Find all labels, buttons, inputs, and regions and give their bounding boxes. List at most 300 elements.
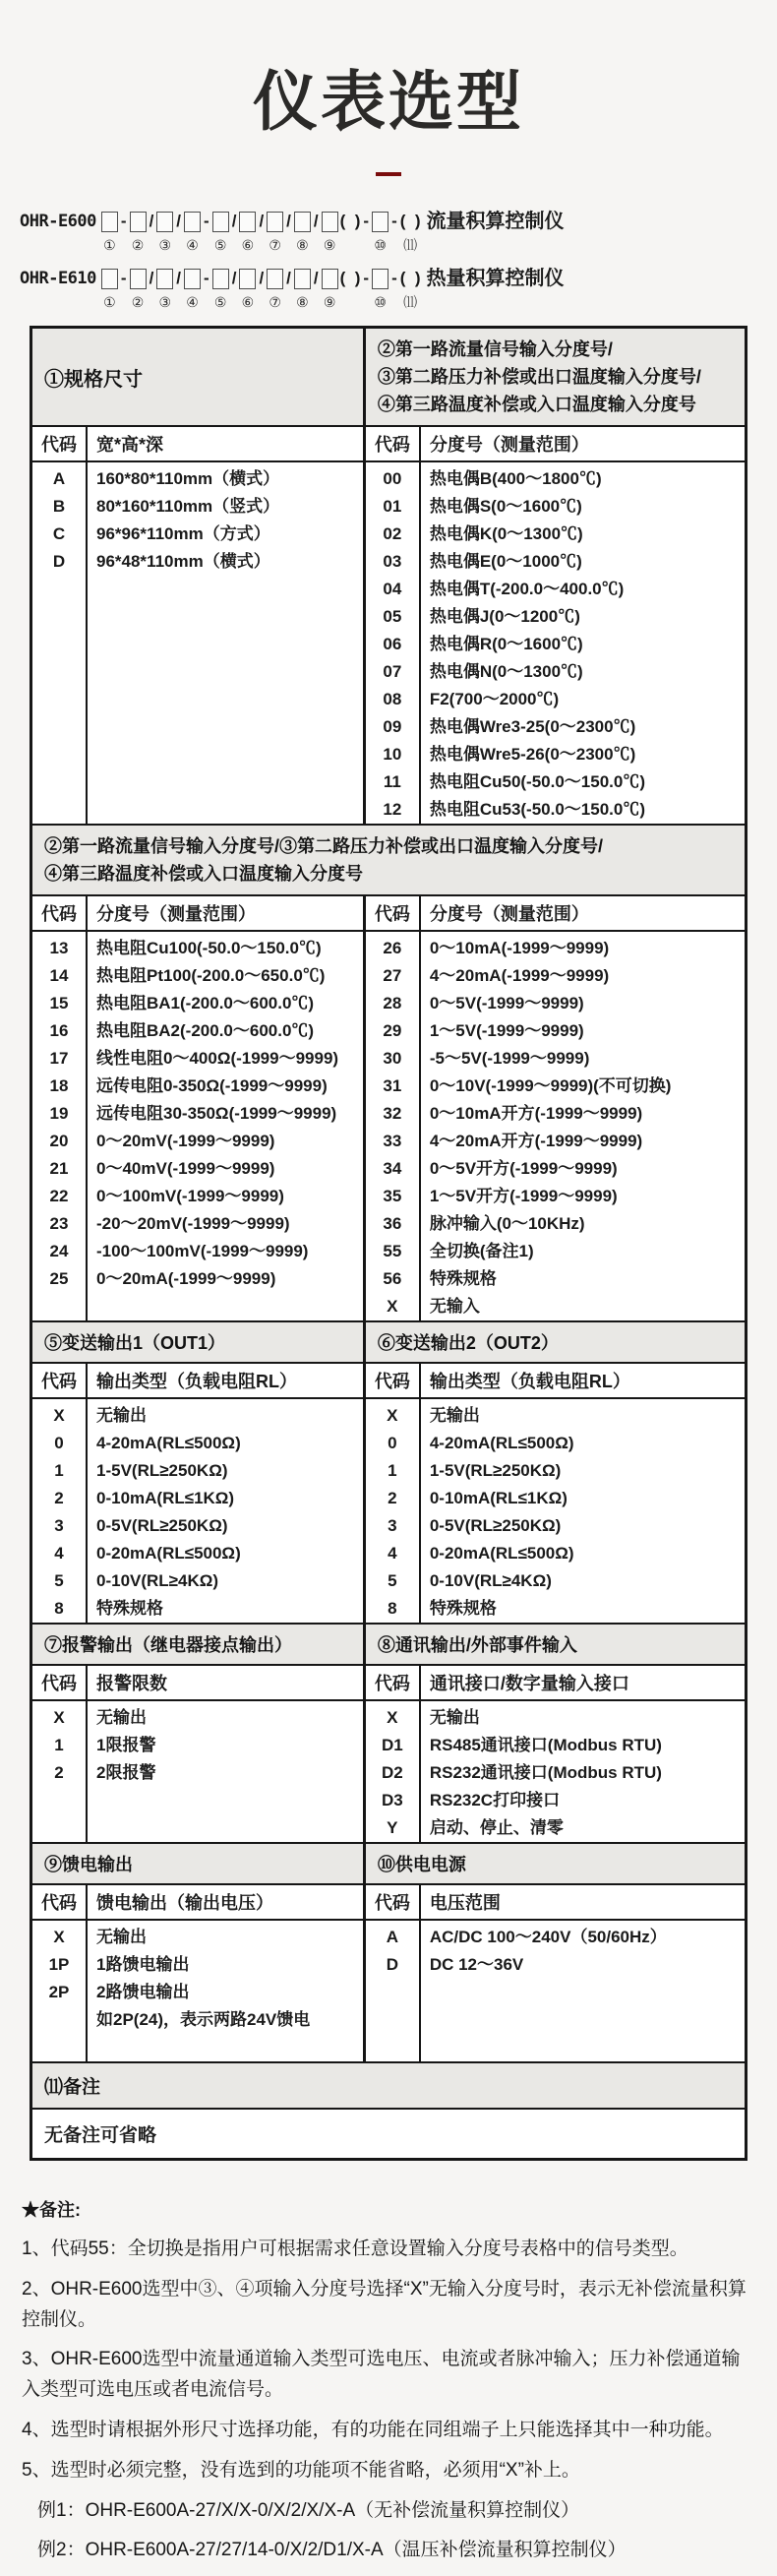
label-cell: 0～40mV(-1999～9999) xyxy=(96,1159,275,1178)
model-segment xyxy=(120,210,128,253)
label-cell: 0～5V(-1999～9999) xyxy=(429,994,584,1012)
label-cell: 2路馈电输出 xyxy=(96,1983,190,2001)
code-cell: 55 xyxy=(383,1242,402,1260)
label-cell: 启动、停止、清零 xyxy=(429,1818,564,1837)
model-description: 热量积算控制仪 xyxy=(426,268,565,289)
column-headers xyxy=(366,1364,745,1399)
code-cell: 11 xyxy=(383,772,401,791)
separator xyxy=(203,210,210,233)
position-number: ③ xyxy=(158,237,172,253)
separator-glyph: / xyxy=(176,212,182,230)
code-column xyxy=(366,1399,421,1623)
header-line: ③第二路压力补偿或出口温度输入分度号/ xyxy=(377,367,701,387)
model-segment xyxy=(130,267,147,310)
table-half xyxy=(366,427,745,824)
option-box xyxy=(294,210,311,233)
column-headers xyxy=(32,1666,363,1701)
label-cell: 96*48*110mm（横式） xyxy=(96,552,270,571)
model-segment xyxy=(340,267,361,310)
code-cell: 19 xyxy=(49,1104,69,1123)
option-box-glyph xyxy=(294,269,311,289)
position-number: ① xyxy=(103,294,116,310)
model-segment xyxy=(120,267,128,310)
label-column xyxy=(421,465,745,824)
table-half xyxy=(366,1364,745,1623)
code-cell: 2P xyxy=(48,1983,70,2001)
model-line xyxy=(20,267,777,310)
model-segment xyxy=(400,210,421,253)
model-segment xyxy=(212,267,229,310)
label-column-header: 报警限数 xyxy=(96,1674,167,1693)
option-box xyxy=(239,267,256,290)
option-box xyxy=(267,267,283,290)
option-box-glyph xyxy=(101,212,118,232)
model-segment xyxy=(390,267,398,310)
option-box-glyph xyxy=(156,269,173,289)
label-cell: 无输出 xyxy=(96,1928,147,1946)
label-column-header: 分度号（测量范围） xyxy=(96,904,256,924)
model-segment xyxy=(231,210,238,253)
code-cell: 03 xyxy=(383,552,402,571)
section-body xyxy=(32,1666,745,1844)
code-column-header: 代码 xyxy=(32,1885,88,1919)
label-column xyxy=(421,1924,745,2061)
code-cell: 26 xyxy=(383,939,402,957)
position-number: ④ xyxy=(186,237,199,253)
left-section-title: ⑦报警输出（继电器接点输出） xyxy=(32,1625,366,1664)
code-cell: 4 xyxy=(54,1544,64,1563)
code-cell: 30 xyxy=(383,1049,402,1068)
code-cell: 5 xyxy=(54,1571,64,1590)
code-cell: 0 xyxy=(388,1434,397,1452)
label-column-header: 分度号（测量范围） xyxy=(429,435,589,455)
model-segment xyxy=(258,210,265,253)
code-cell: 04 xyxy=(383,580,402,598)
remark-header: ⑾备注 xyxy=(32,2063,745,2110)
half-body xyxy=(366,1701,745,1842)
section-body xyxy=(32,1364,745,1625)
table-half xyxy=(32,427,366,824)
code-cell: 4 xyxy=(388,1544,397,1563)
half-body xyxy=(32,1921,363,2061)
model-segment xyxy=(285,210,292,253)
note-item: 1、代码55：全切换是指用户可根据需求任意设置输入分度号表格中的信号类型。 xyxy=(22,2239,688,2260)
separator xyxy=(149,267,155,290)
code-cell: A xyxy=(386,1928,398,1946)
separator-glyph: ( ) xyxy=(399,269,421,287)
option-box xyxy=(267,210,283,233)
separator-glyph: / xyxy=(286,269,291,287)
section-header xyxy=(32,329,745,427)
label-column xyxy=(88,1924,363,2061)
separator xyxy=(149,210,155,233)
position-number: ② xyxy=(131,237,145,253)
code-cell: X xyxy=(387,1297,398,1316)
code-cell: 07 xyxy=(383,662,402,681)
model-segment xyxy=(258,267,265,310)
code-cell: B xyxy=(52,497,66,516)
section-header xyxy=(32,826,745,896)
code-column xyxy=(32,1399,88,1623)
model-segment xyxy=(149,210,155,253)
model-segment xyxy=(294,210,311,253)
right-section-title: ⑩供电电源 xyxy=(377,1855,466,1874)
separator xyxy=(285,267,292,290)
label-column-header: 输出类型（负载电阻RL） xyxy=(96,1372,297,1391)
separator xyxy=(340,267,361,290)
label-cell: 0-10V(RL≥4KΩ) xyxy=(96,1571,219,1590)
separator-glyph: / xyxy=(176,269,182,287)
position-number: ⑩ xyxy=(374,294,387,310)
label-cell: 0-20mA(RL≤500Ω) xyxy=(429,1544,574,1563)
separator-glyph: - xyxy=(391,212,397,230)
label-column xyxy=(421,935,745,1320)
model-segment xyxy=(267,267,283,310)
code-cell: D xyxy=(386,1955,398,1974)
label-cell: 0-10mA(RL≤1KΩ) xyxy=(96,1489,235,1507)
separator-glyph: / xyxy=(313,212,319,230)
section-header xyxy=(32,1322,745,1364)
code-cell: 17 xyxy=(49,1049,69,1068)
option-box xyxy=(101,267,118,290)
separator-glyph: ( ) xyxy=(399,212,421,230)
code-cell: D1 xyxy=(381,1736,403,1754)
label-cell: 无输出 xyxy=(96,1406,147,1425)
code-column-header: 代码 xyxy=(366,1364,421,1397)
position-number: ⑧ xyxy=(296,294,309,310)
separator xyxy=(390,267,398,290)
code-cell: 06 xyxy=(383,635,402,653)
option-box-glyph xyxy=(267,212,283,232)
model-segment xyxy=(175,267,182,310)
model-name: OHR-E610 xyxy=(20,269,96,288)
code-cell: 28 xyxy=(383,994,402,1012)
code-cell: 12 xyxy=(383,800,402,819)
option-box-glyph xyxy=(184,212,201,232)
separator-glyph: - xyxy=(120,269,127,287)
code-cell: 20 xyxy=(49,1132,69,1150)
label-column-header: 通讯接口/数字量输入接口 xyxy=(429,1674,629,1693)
code-cell: 14 xyxy=(49,966,69,985)
label-column xyxy=(421,1402,745,1623)
position-number: ⑾ xyxy=(403,237,418,253)
option-box xyxy=(184,267,201,290)
label-cell: 无输出 xyxy=(96,1708,147,1727)
position-number: ⑩ xyxy=(374,237,387,253)
half-body xyxy=(32,932,363,1320)
half-body xyxy=(366,932,745,1320)
code-cell: 8 xyxy=(54,1599,64,1618)
code-cell: 00 xyxy=(383,469,402,488)
position-number: ⑨ xyxy=(323,294,336,310)
header-input-signals xyxy=(366,329,745,425)
code-column-header: 代码 xyxy=(32,896,88,930)
right-section-title: ⑥变送输出2（OUT2） xyxy=(377,1333,559,1353)
separator-glyph: / xyxy=(259,212,265,230)
label-cell: 4-20mA(RL≤500Ω) xyxy=(429,1434,574,1452)
code-cell: 31 xyxy=(383,1076,402,1095)
label-cell: -20～20mV(-1999～9999) xyxy=(96,1214,290,1233)
option-box xyxy=(130,267,147,290)
label-column-header: 馈电输出（输出电压） xyxy=(96,1893,273,1913)
note-item: 3、OHR-E600选型中流量通道输入类型可选电压、电流或者脉冲输入；压力补偿通道输入类型可选电压或者电流信号。 xyxy=(22,2349,741,2401)
option-box xyxy=(372,267,388,290)
remark-row: 无备注可省略 xyxy=(44,2125,157,2146)
label-cell: RS485通讯接口(Modbus RTU) xyxy=(429,1736,662,1754)
code-cell: 21 xyxy=(49,1159,69,1178)
separator xyxy=(231,267,238,290)
model-segment xyxy=(400,267,421,310)
label-cell: 160*80*110mm（横式） xyxy=(96,469,280,488)
code-cell: 36 xyxy=(383,1214,402,1233)
option-box xyxy=(130,210,147,233)
label-cell: 热电偶B(400～1800℃) xyxy=(429,469,602,488)
code-cell: A xyxy=(52,469,66,488)
column-headers xyxy=(32,896,363,932)
label-cell: 0～20mA(-1999～9999) xyxy=(96,1269,276,1288)
notes-items xyxy=(22,2235,753,2566)
separator xyxy=(175,210,182,233)
label-cell: DC 12～36V xyxy=(429,1955,524,1974)
code-cell: 23 xyxy=(49,1214,69,1233)
section-body xyxy=(32,1885,745,2063)
model-segment xyxy=(313,267,320,310)
option-box-glyph xyxy=(212,212,229,232)
code-cell: 01 xyxy=(383,497,402,516)
separator xyxy=(175,267,182,290)
option-box-glyph xyxy=(372,212,388,232)
code-cell: 09 xyxy=(383,717,402,736)
option-box xyxy=(212,210,229,233)
label-cell: 特殊规格 xyxy=(96,1599,163,1618)
option-box xyxy=(294,267,311,290)
code-cell: 16 xyxy=(49,1021,69,1040)
code-cell: 10 xyxy=(383,745,402,764)
separator-glyph: - xyxy=(204,269,209,287)
model-segment xyxy=(184,267,201,310)
label-cell: 0～20mV(-1999～9999) xyxy=(96,1132,275,1150)
header-line: ②第一路流量信号输入分度号/③第二路压力补偿或出口温度输入分度号/ xyxy=(44,836,603,856)
model-segment xyxy=(267,210,283,253)
label-cell: 热电偶Wre3-25(0～2300℃) xyxy=(429,717,636,736)
separator-glyph: - xyxy=(120,212,127,230)
option-box xyxy=(372,210,388,233)
note-example: 例1：OHR-E600A-27/X/X-0/X/2/X/X-A（无补偿流量积算控制仪） xyxy=(37,2499,580,2521)
separator-glyph: - xyxy=(363,212,370,230)
position-number: ⑥ xyxy=(241,237,255,253)
position-number: ⑤ xyxy=(213,294,227,310)
position-number: ⑧ xyxy=(296,237,309,253)
code-column xyxy=(32,932,88,1320)
option-box-glyph xyxy=(156,212,173,232)
selection-table xyxy=(30,326,747,2161)
label-cell: -100～100mV(-1999～9999) xyxy=(96,1242,309,1260)
column-headers xyxy=(32,427,363,462)
model-segment xyxy=(101,210,118,253)
section-header xyxy=(32,1844,745,1885)
code-column-header: 代码 xyxy=(366,1885,421,1919)
position-number: ⑥ xyxy=(241,294,255,310)
separator xyxy=(313,210,320,233)
option-box xyxy=(156,267,173,290)
table-half xyxy=(32,896,366,1320)
option-box-glyph xyxy=(322,269,338,289)
code-column-header: 代码 xyxy=(32,427,88,460)
half-body xyxy=(32,462,363,824)
separator xyxy=(258,210,265,233)
separator-glyph: / xyxy=(231,212,237,230)
label-cell: F2(700～2000℃) xyxy=(429,690,560,708)
model-name: OHR-E600 xyxy=(20,212,96,231)
separator xyxy=(340,210,361,233)
separator-glyph: / xyxy=(313,269,319,287)
model-segment xyxy=(101,267,118,310)
model-segment xyxy=(239,267,256,310)
label-cell: 96*96*110mm（方式） xyxy=(96,524,270,543)
label-cell: 1～5V(-1999～9999) xyxy=(429,1021,584,1040)
code-column xyxy=(32,1921,88,2061)
separator-glyph: - xyxy=(391,269,397,287)
code-cell: 08 xyxy=(383,690,402,708)
code-column xyxy=(366,462,421,824)
option-box xyxy=(101,210,118,233)
position-number: ⑦ xyxy=(269,294,281,310)
column-headers xyxy=(366,1885,745,1921)
option-box-glyph xyxy=(267,269,283,289)
label-cell: 0～10V(-1999～9999)(不可切换) xyxy=(429,1076,672,1095)
code-cell: 32 xyxy=(383,1104,402,1123)
code-cell: X xyxy=(53,1708,65,1727)
code-cell: 25 xyxy=(49,1269,69,1288)
separator xyxy=(400,267,421,290)
header-line: ④第三路温度补偿或入口温度输入分度号 xyxy=(44,864,363,884)
code-cell: 02 xyxy=(383,524,402,543)
label-cell: RS232通讯接口(Modbus RTU) xyxy=(429,1763,662,1782)
model-segment xyxy=(156,267,173,310)
page-title: 仪表选型 xyxy=(253,65,524,138)
model-segment xyxy=(203,210,210,253)
label-cell: 1限报警 xyxy=(96,1736,156,1754)
separator xyxy=(362,210,370,233)
code-cell: 3 xyxy=(54,1516,64,1535)
separator-glyph: / xyxy=(149,269,154,287)
notes-section xyxy=(22,2196,753,2566)
model-segment xyxy=(362,210,370,253)
code-column-header: 代码 xyxy=(366,1666,421,1699)
model-segment xyxy=(372,210,388,253)
header-spec-size: ①规格尺寸 xyxy=(32,329,366,425)
table-half xyxy=(366,896,745,1320)
code-cell: D xyxy=(52,552,66,571)
label-cell: 4-20mA(RL≤500Ω) xyxy=(96,1434,241,1452)
separator-glyph: ( ) xyxy=(339,269,361,287)
label-cell: 全切换(备注1) xyxy=(429,1242,534,1260)
label-cell: 热电偶E(0～1000℃) xyxy=(429,552,582,571)
separator xyxy=(362,267,370,290)
option-box xyxy=(322,210,338,233)
label-column-header: 宽*高*深 xyxy=(96,435,164,455)
label-cell: 无输出 xyxy=(429,1708,480,1727)
code-cell: 3 xyxy=(388,1516,397,1535)
label-cell: 1～5V开方(-1999～9999) xyxy=(429,1187,618,1205)
label-column xyxy=(421,1704,745,1842)
model-segment xyxy=(239,210,256,253)
label-cell: RS232C打印接口 xyxy=(429,1791,561,1809)
code-cell: X xyxy=(53,1406,65,1425)
label-cell: 热电阻Cu100(-50.0～150.0℃) xyxy=(96,939,322,957)
model-line xyxy=(20,210,777,253)
code-column-header: 代码 xyxy=(366,896,421,930)
option-box-glyph xyxy=(130,212,147,232)
column-headers xyxy=(366,1666,745,1701)
code-column-header: 代码 xyxy=(366,427,421,460)
separator xyxy=(313,267,320,290)
model-segment xyxy=(149,267,155,310)
option-box xyxy=(322,267,338,290)
table-half xyxy=(366,1666,745,1842)
column-headers xyxy=(32,1364,363,1399)
label-cell: 热电阻Pt100(-200.0～650.0℃) xyxy=(96,966,326,985)
label-cell xyxy=(88,2034,363,2061)
half-body xyxy=(366,462,745,824)
separator xyxy=(120,267,128,290)
separator-glyph: / xyxy=(231,269,237,287)
table-half xyxy=(32,1364,366,1623)
option-box-glyph xyxy=(184,269,201,289)
code-cell: 05 xyxy=(383,607,402,626)
label-cell: 热电阻Cu50(-50.0～150.0℃) xyxy=(429,772,646,791)
code-cell: 35 xyxy=(383,1187,402,1205)
separator xyxy=(258,267,265,290)
option-box-glyph xyxy=(101,269,118,289)
label-cell: 远传电阻0-350Ω(-1999～9999) xyxy=(96,1076,328,1095)
label-cell: 0～10mA开方(-1999～9999) xyxy=(429,1104,643,1123)
label-column-header: 电压范围 xyxy=(429,1893,501,1913)
separator-glyph: / xyxy=(286,212,291,230)
separator-glyph: ( ) xyxy=(339,212,361,230)
right-section-title: ⑧通讯输出/外部事件输入 xyxy=(377,1635,577,1655)
column-headers xyxy=(366,896,745,932)
model-segment xyxy=(362,267,370,310)
note-example: 例2：OHR-E600A-27/27/14-0/X/2/D1/X-A（温压补偿流量积算控制仪） xyxy=(37,2540,627,2561)
label-cell: 远传电阻30-350Ω(-1999～9999) xyxy=(96,1104,337,1123)
code-cell: 22 xyxy=(49,1187,69,1205)
half-body xyxy=(32,1399,363,1623)
position-number: ⑦ xyxy=(269,237,281,253)
option-box-glyph xyxy=(239,269,256,289)
code-cell: X xyxy=(387,1708,398,1727)
table-half xyxy=(366,1885,745,2061)
label-cell: 热电偶Wre5-26(0～2300℃) xyxy=(429,745,636,764)
half-body xyxy=(366,1399,745,1623)
label-column xyxy=(88,935,363,1320)
code-cell: 27 xyxy=(383,966,402,985)
model-segment xyxy=(212,210,229,253)
label-cell: 0～5V开方(-1999～9999) xyxy=(429,1159,618,1178)
separator-glyph: / xyxy=(259,269,265,287)
separator xyxy=(120,210,128,233)
code-cell: 29 xyxy=(383,1021,402,1040)
header-line: ②第一路流量信号输入分度号/ xyxy=(377,339,613,359)
left-section-title: ⑤变送输出1（OUT1） xyxy=(32,1322,366,1362)
label-cell: 脉冲输入(0～10KHz) xyxy=(429,1214,585,1233)
label-cell: 4～20mA(-1999～9999) xyxy=(429,966,610,985)
code-column xyxy=(366,1921,421,2061)
code-cell: 15 xyxy=(49,994,69,1012)
code-column xyxy=(366,932,421,1320)
separator xyxy=(400,210,421,233)
model-segment xyxy=(130,210,147,253)
